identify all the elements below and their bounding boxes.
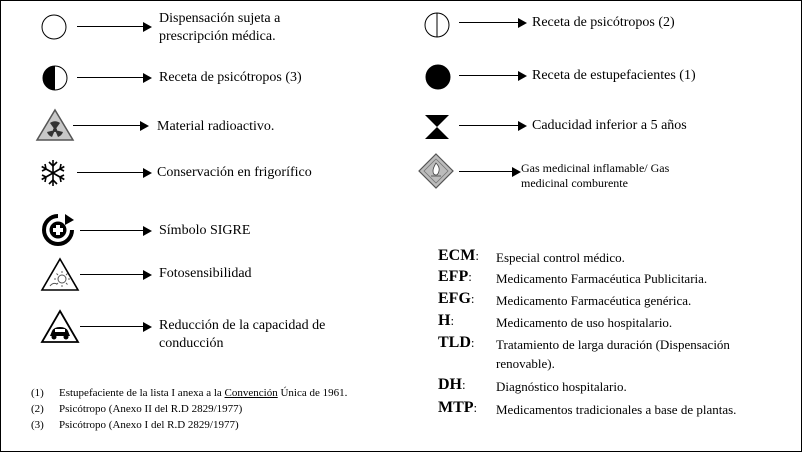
snowflake-icon [38,158,68,188]
filled-circle-icon [423,62,453,92]
arrow [80,270,152,280]
legend-label-sigre: Símbolo SIGRE [159,223,251,238]
legend-label-medical-gas: Gas medicinal inflamable/ Gas medicinal comburente [521,161,670,190]
circle-vertical-line-icon [422,10,452,40]
flammable-gas-icon [418,153,454,189]
arrow [80,322,152,332]
prescription-circle-icon [39,12,69,42]
arrow [77,168,152,178]
arrow [77,73,152,83]
legend-label-prescription: Dispensación sujeta a prescripción médica. [159,11,281,44]
arrow [80,226,152,236]
legend-label-driving: Reducción de la capacidad de conducción [159,318,326,351]
driving-icon [40,309,80,345]
legend-label-psychotropic-3: Receta de psicótropos (3) [159,70,302,85]
legend-label-refrigeration: Conservación en frigorífico [157,165,312,180]
sigre-icon [41,213,75,247]
arrow [459,167,521,177]
legend-label-psychotropic-2: Receta de psicótropos (2) [532,15,675,30]
arrow [459,18,527,28]
half-circle-icon [40,63,70,93]
radioactive-icon [35,108,75,142]
arrow [459,121,527,131]
legend-label-photosensitivity: Fotosensibilidad [159,266,252,281]
legend-panel: Dispensación sujeta a prescripción médica. Receta de psicótropos (3) Material radioactivo. Conservación en frigorífico Símbolo SIGRE Fotosensibilidad Reducción de la capacidad de conducción Receta de psicótropos (2) Receta de estupefacientes (1) Caducidad inferior a 5 años Gas medicinal inflamable/ Gas medicinal comburente ECM: Especial control médico. EFP: Medicamento Farmacéutica Publicitaria. EFG: Medicamento Farmacéutica genérica. H: Medicamento de uso hospitalario. TLD: Tratamiento de larga duración (Dispensación renovable). DH: Diagnóstico hospitalario. MTP: Medicamentos tradicionales a base de plantas. (1) Estupefaciente de la lista I anexa a la Convención Única de 1961. (2) Psicótropo (Anexo II del R.D 2829/1977) (3) Psicótropo (Anexo I del R.D 2829/1977) [0,0,802,452]
arrow [73,121,149,131]
arrow [459,71,527,81]
photosensitivity-icon [40,257,80,293]
hourglass-icon [424,114,450,140]
legend-label-expiry: Caducidad inferior a 5 años [532,118,687,133]
legend-label-radioactive: Material radioactivo. [157,119,275,134]
legend-label-narcotics: Receta de estupefacientes (1) [532,68,696,83]
arrow [77,22,152,32]
